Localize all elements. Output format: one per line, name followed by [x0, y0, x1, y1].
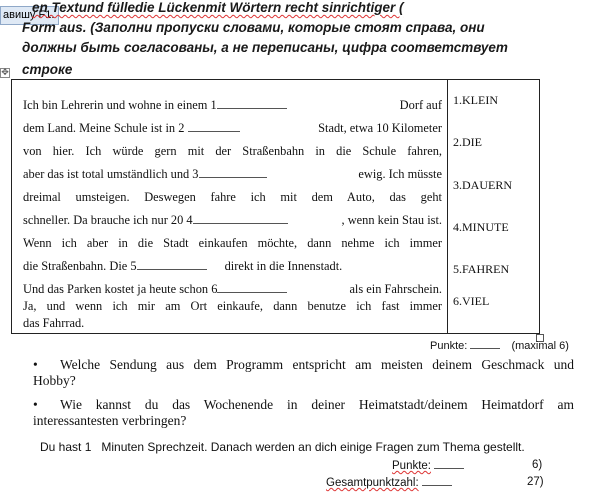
text-line-8 [23, 259, 342, 274]
text-line-7: Wenn ich aber in die Stadt einkaufen möchte, dann nehme ich immer [23, 236, 442, 250]
word-bank-item: 3.DAUERN [453, 178, 512, 192]
text-line-5: dreimal umsteigen. Deswegen fahre ich mit dem Auto, das geht [23, 190, 442, 204]
text-line-1 [23, 98, 442, 113]
instruction-line-3: должны быть согласованы, а не переписаны, цифра соответствует [22, 40, 508, 55]
points-line-task [430, 339, 569, 352]
text-segment: Und das Parken kostet ja heute schon 6 [23, 282, 218, 296]
blank-4[interactable] [193, 213, 288, 224]
blank-2[interactable] [188, 121, 240, 132]
points-blank[interactable] [434, 459, 464, 469]
speaking-note-a: Du hast 1 [40, 440, 92, 454]
text-line-6 [23, 213, 442, 228]
points-line-speaking [392, 459, 543, 472]
word-bank-item: 1.KLEIN [453, 93, 498, 107]
table-column-divider [447, 80, 448, 333]
blank-6[interactable] [217, 282, 287, 293]
word-bank-item: 2.DIE [453, 135, 482, 149]
total-points-max: 27) [527, 476, 544, 488]
instruction-line-2: Form aus. (Заполни пропуски словами, которые стоят справа, они [22, 20, 485, 35]
table-move-handle-icon[interactable]: ✥ [1, 68, 9, 78]
text-segment: , wenn kein Stau ist. [341, 213, 442, 227]
instruction-line-1: en Textund fülledie Lückenmit Wörtern recht sinrichtiger ( [32, 0, 404, 15]
blank-3[interactable] [199, 167, 267, 178]
word-bank-item: 5.FAHREN [453, 262, 510, 276]
speaking-time-note [40, 440, 525, 454]
text-segment: schneller. Da brauche ich nur 20 4 [23, 213, 193, 227]
text-segment: aber das ist total umständlich und 3 [23, 167, 199, 181]
text-segment: ewig. Ich müsste [358, 167, 442, 181]
word-bank-item: 6.VIEL [453, 294, 490, 308]
text-segment: direkt in die Innenstadt. [224, 259, 343, 273]
points-label: Punkte: [392, 460, 431, 472]
points-max: (maximal 6) [511, 340, 569, 352]
text-segment: dem Land. Meine Schule ist in 2 [23, 121, 185, 135]
total-points-blank[interactable] [422, 476, 452, 486]
points-max: 6) [532, 459, 543, 471]
question-1-line-1: Welche Sendung aus dem Programm entspricht am meisten deinem Geschmack und [60, 357, 574, 372]
question-1-line-2: Hobby? [33, 373, 76, 388]
text-segment: Ich bin Lehrerin und wohne in einem 1 [23, 98, 217, 112]
text-segment: Stadt, etwa 10 Kilometer [318, 121, 442, 135]
points-blank[interactable] [470, 339, 500, 349]
total-points-line [326, 476, 544, 489]
points-label: Punkte: [430, 340, 468, 352]
bullet-icon: • [33, 397, 38, 412]
text-line-11: das Fahrrad. [23, 316, 85, 330]
question-2-line-2: interessantesten verbringen? [33, 413, 187, 428]
text-line-9 [23, 282, 442, 297]
total-points-label: Gesamtpunktzahl: [326, 477, 419, 489]
bullet-icon: • [33, 357, 38, 372]
text-segment: Dorf auf [399, 98, 442, 112]
gap-fill-table [11, 79, 540, 334]
text-line-3: von hier. Ich würde gern mit der Straßenbahn in die Schule fahren, [23, 144, 442, 158]
blank-1[interactable] [217, 98, 287, 109]
instruction-line-4: строке [22, 62, 73, 77]
text-line-2 [23, 121, 442, 136]
word-bank-item: 4.MINUTE [453, 220, 509, 234]
text-segment: die Straßenbahn. Die 5 [23, 259, 137, 273]
text-line-4 [23, 167, 442, 182]
blank-5[interactable] [137, 259, 207, 270]
text-segment: als ein Fahrschein. [349, 282, 442, 296]
text-line-10: Ja, und wenn ich mir am Ort einkaufe, dann benutze ich fast immer [23, 299, 442, 313]
speaking-note-b: Minuten Sprechzeit. Danach werden an dich einige Fragen zum Thema gestellt. [101, 440, 525, 454]
question-2-line-1: Wie kannst du das Wochenende in deiner Heimatstadt/deinem Heimatdorf am [60, 397, 574, 412]
tooltip: авишу F1. [0, 6, 59, 25]
